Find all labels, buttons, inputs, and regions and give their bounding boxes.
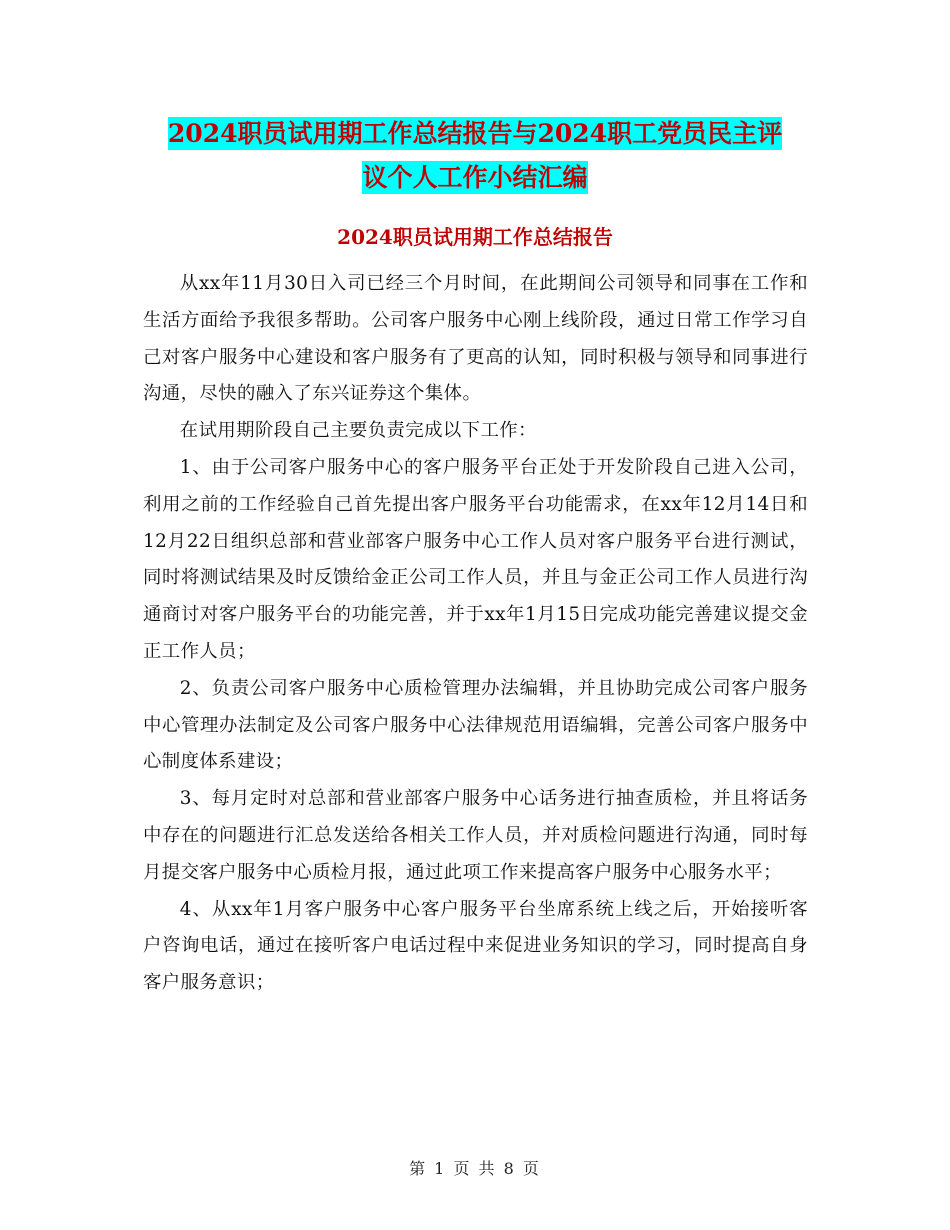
page-footer — [0, 1158, 950, 1180]
paragraph-item-2: 2、负责公司客户服务中心质检管理办法编辑，并且协助完成公司客户服务中心管理办法制定及公司客户服务中心法律规范用语编辑，完善公司客户服务中心制度体系建设； — [143, 677, 808, 773]
paragraph-item-3: 3、每月定时对总部和营业部客户服务中心话务进行抽查质检，并且将话务中存在的问题进行汇总发送给各相关工作人员，并对质检问题进行沟通，同时每月提交客户服务中心质检月报，通过此项工作来提高客户服务中心服务水平； — [143, 788, 808, 883]
footer-prefix: 第 — [409, 1159, 428, 1178]
footer-middle: 页 共 — [453, 1159, 497, 1178]
document-body — [143, 266, 808, 1002]
paragraph-item-4: 4、从xx年1月客户服务中心客户服务平台坐席系统上线之后，开始接听客户咨询电话，通过在接听客户电话过程中来促进业务知识的学习，同时提高自身客户服务意识； — [143, 898, 808, 994]
title-line-2: 议个人工作小结汇编 — [362, 163, 588, 192]
footer-total-pages: 8 — [503, 1159, 516, 1178]
footer-page-number: 1 — [434, 1159, 447, 1178]
paragraph-item-1: 1、由于公司客户服务中心的客户服务平台正处于开发阶段自己进入公司，利用之前的工作经验自己首先提出客户服务平台功能需求，在xx年12月14日和12月22日组织总部和营业部客户服务中心工作人员对客户服务平台进行测试，同时将测试结果及时反馈给金正公司工作人员，并且与金正公司工作人员进行沟通商讨对客户服务平台的功能完善，并于xx年1月15日完成功能完善建议提交金正工作人员； — [143, 456, 808, 662]
footer-suffix: 页 — [522, 1159, 541, 1178]
document-title — [140, 112, 810, 200]
paragraph-work-list-heading: 在试用期阶段自己主要负责完成以下工作： — [179, 420, 537, 442]
title-line-1: 2024职员试用期工作总结报告与2024职工党员民主评 — [167, 119, 783, 148]
paragraph-intro: 从xx年11月30日入司已经三个月时间，在此期间公司领导和同事在工作和生活方面给予我很多帮助。公司客户服务中心刚上线阶段，通过日常工作学习自己对客户服务中心建设和客户服务有了更高的认知，同时积极与领导和同事进行沟通，尽快的融入了东兴证券这个集体。 — [143, 273, 808, 405]
section-title: 2024职员试用期工作总结报告 — [337, 225, 613, 249]
